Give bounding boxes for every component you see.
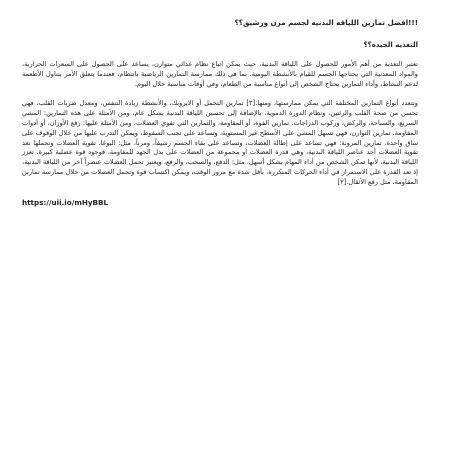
section-heading: التغذيه الجيده؟؟	[363, 41, 418, 49]
paragraph-nutrition: تعتبر التغذية من أهم الأمور للحصول على اللياقة البدنية، حيث يمكن اتباع نظام غذائي متوازن، يساعد على الحصول على السعرات الحرارية، والمواد المعدنية التي يحتاجها الجسم للقيام بالأنشطة اليومية، بما في ذلك ممارسة التمارين الرياضية بانتظام، فعندما يتعلق الأمر بتناول الأطعمة لدعم النشاط، وأداء التمارين يحتاج الشخص إلى أنواع مناسبة من الطعام، وفي أوقات مناسبة خلال اليوم.	[22, 60, 418, 88]
paragraph-exercise-types: وتتعدد أنواع التمارين المختلفة التي يمكن ممارستها، ومنها:[٣] تمارين التحمل أو الايروبك، والأنشطة زيادة التنفس، ومعدل ضربات القلب، فهي تحسن من صحة القلب والرئتين، ونظام الدورة الدموية، بالإضافة إلى تحسين اللياقة البدنية بشكل عام، ومن الأمثلة على هذه التمارين: المشي السريع، والسباحة، والركض، وركوب الدراجات. تمارين القوة، أو المقاومة، والتمارين التي تقوي العضلات، ومن الأمثلة عليها: رفع الأوزان، أو أدوات المقاومة. تمارين التوازن، فهي تسهل المشي على الأسطح غير المستوية، وتساعد على تجنب السقوط، ويمكن التدرب عليها من خلال الوقوف على ساق واحدة. تمارين المرونة: فهي تساعد على إطالة العضلات، وتساعد على بقاء الجسم رشيقاً، ومرناً، مثل: اليوغا. تقوية العضلات وتحملها تعد تقوية العضلات أحد عناصر اللياقة البدنية، وهي قدرة العضلات أو مجموعة من العضلات على بذل الجهد للمقاومة، فوجود قوة عضلية كبيرة، تعزز اللياقة البدنية، لأنها تمكن الشخص من أداء المهام بشكل أسهل، مثل: الدفع، والسحب، والرفع، ويعتبر تحمل العضلات عنصراً آخر من اللياقة البدنية، إذ تعد القدرة على الاستمرار في أداء الحركات المتكررة، بأقل شدة مع مرور الوقت، ويمكن اكتساب قوة وتحمل العضلات من خلال ممارسة تمارين المقاومة، مثل رفع الأثقال.[٢]	[22, 99, 418, 186]
article-link[interactable]: https://uii.io/mHyBBL	[22, 197, 109, 207]
article-title: !!!افضل تمارين اللياقه البدنيه لجسم مرن ورشيق؟؟	[234, 18, 418, 27]
